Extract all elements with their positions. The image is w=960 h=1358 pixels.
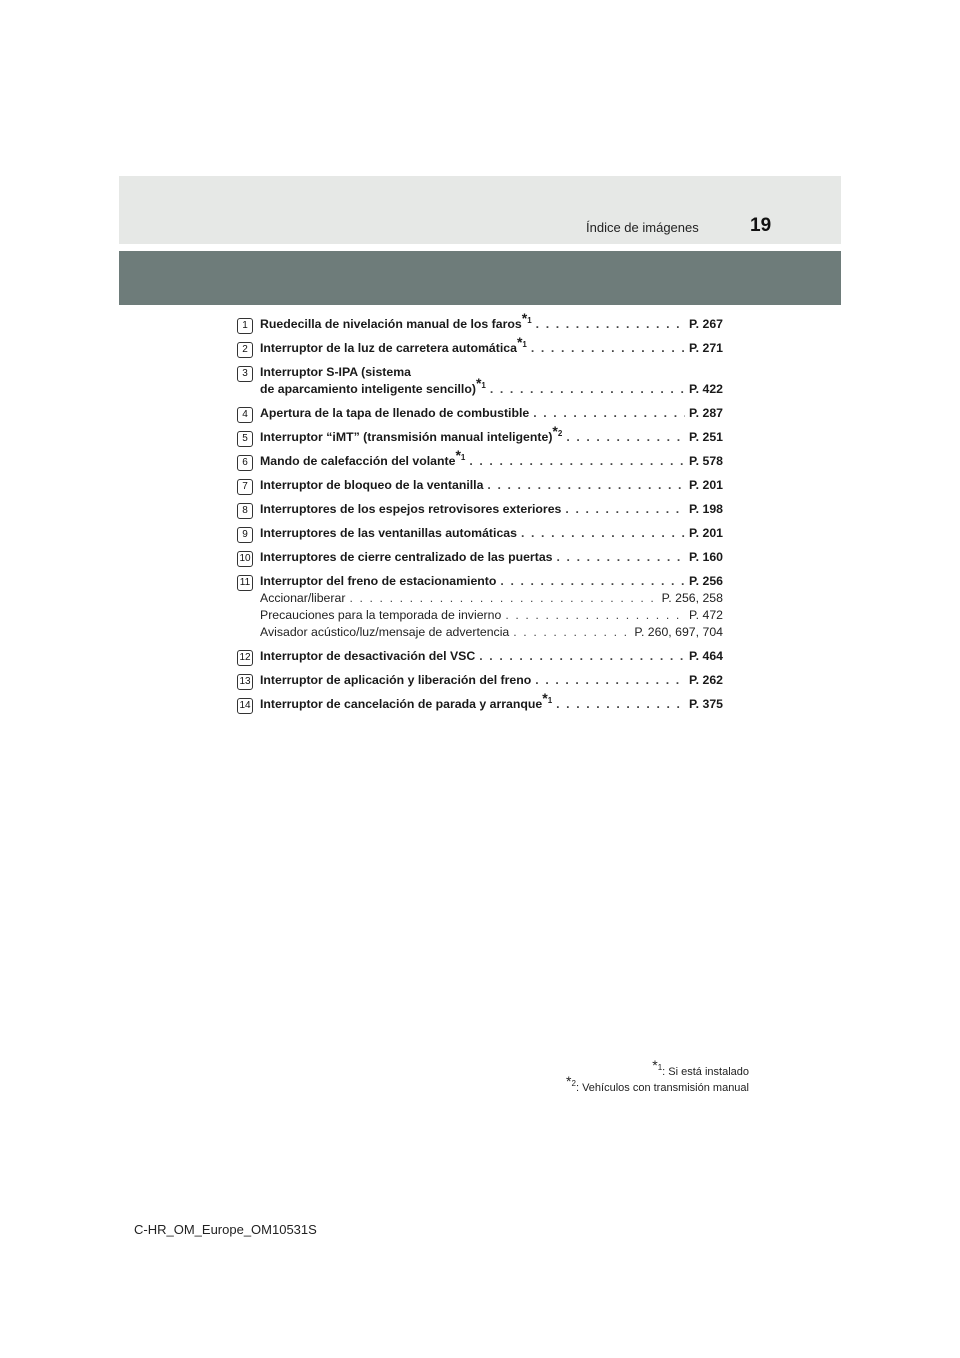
page-reference[interactable]: P. 287 — [689, 406, 723, 420]
item-number-badge: 13 — [237, 674, 253, 690]
asterisk-icon: * — [652, 1057, 658, 1073]
page-reference[interactable]: P. 201 — [689, 478, 723, 492]
item-number-badge: 7 — [237, 479, 253, 495]
item-label-text: Interruptores de los espejos retrovisores exteriores — [260, 502, 562, 516]
page-reference[interactable]: P. 251 — [689, 430, 723, 444]
item-number-badge: 9 — [237, 527, 253, 543]
page-reference[interactable]: P. 578 — [689, 454, 723, 468]
page-reference[interactable]: P. 422 — [689, 382, 723, 396]
footnote-text: : Vehículos con transmisión manual — [575, 1082, 749, 1094]
page-number: 19 — [750, 215, 772, 236]
footnote-mark — [542, 690, 553, 706]
item-row — [260, 648, 723, 665]
asterisk-icon: * — [542, 690, 548, 706]
item-row — [260, 549, 723, 566]
item-label — [260, 447, 466, 470]
item-label-text: Apertura de la tapa de llenado de combustible — [260, 406, 530, 420]
list-item — [237, 672, 723, 689]
footnote-mark — [516, 334, 527, 350]
document-code: C-HR_OM_Europe_OM10531S — [134, 1222, 317, 1237]
item-label-text: Ruedecilla de nivelación manual de los faros — [260, 317, 522, 331]
item-label — [260, 334, 527, 357]
item-number-badge: 1 — [237, 318, 253, 334]
page-reference[interactable]: P. 201 — [689, 526, 723, 540]
footnote — [566, 1057, 749, 1080]
footnote-mark-number: 2 — [571, 1079, 576, 1088]
sub-item-label: Precauciones para la temporada de invierno — [260, 608, 502, 622]
list-item — [237, 310, 723, 333]
leader-dots — [557, 549, 686, 566]
page-reference[interactable]: P. 267 — [689, 317, 723, 331]
leader-dots — [349, 590, 657, 607]
footnote-mark-number: 1 — [481, 381, 486, 390]
item-row — [260, 334, 723, 357]
item-number-badge: 3 — [237, 366, 253, 382]
item-number-badge: 11 — [237, 575, 253, 591]
item-label — [260, 573, 496, 590]
sub-item-row — [260, 607, 723, 624]
list-item — [237, 334, 723, 357]
item-row — [260, 447, 723, 470]
item-label: Interruptor S-IPA (sistema — [260, 365, 412, 379]
item-row — [260, 672, 723, 689]
sub-item-row — [260, 624, 723, 641]
item-label-text: Interruptor de cancelación de parada y arranque — [260, 697, 543, 711]
item-row — [260, 501, 723, 518]
item-row — [260, 525, 723, 542]
item-label — [260, 549, 553, 566]
header-band — [119, 176, 841, 244]
item-label-text: Interruptor de desactivación del VSC — [260, 649, 476, 663]
item-number-badge: 10 — [237, 551, 253, 567]
item-label — [260, 525, 517, 542]
page-reference[interactable]: P. 160 — [689, 550, 723, 564]
item-label-text: Mando de calefacción del volante — [260, 454, 456, 468]
page-reference[interactable]: P. 198 — [689, 502, 723, 516]
item-label — [260, 423, 563, 446]
picture-index-list — [237, 310, 723, 720]
item-label-text: Interruptores de cierre centralizado de las puertas — [260, 550, 553, 564]
item-label-text: de aparcamiento inteligente sencillo) — [260, 382, 476, 396]
asterisk-icon: * — [521, 310, 528, 326]
item-label — [260, 310, 532, 333]
item-label — [260, 375, 486, 398]
footnote-mark — [455, 447, 466, 463]
list-item — [237, 690, 723, 713]
item-label-text: Interruptores de las ventanillas automáticas — [260, 526, 517, 540]
page-reference[interactable]: P. 262 — [689, 673, 723, 687]
leader-dots — [565, 501, 685, 518]
leader-dots — [521, 525, 685, 542]
item-label-text: Interruptor del freno de estacionamiento — [260, 574, 497, 588]
item-row — [260, 573, 723, 590]
list-item — [237, 648, 723, 665]
list-item — [237, 501, 723, 518]
item-number-badge: 8 — [237, 503, 253, 519]
leader-dots — [490, 381, 685, 398]
item-label — [260, 690, 553, 713]
footnote-mark-number: 1 — [527, 316, 532, 325]
list-item — [237, 477, 723, 494]
section-title: Índice de imágenes — [586, 220, 699, 235]
item-number-badge: 6 — [237, 455, 253, 471]
page-reference[interactable]: P. 260, 697, 704 — [634, 625, 723, 639]
leader-dots — [531, 340, 685, 357]
item-row — [260, 405, 723, 422]
item-label-text: Interruptor de bloqueo de la ventanilla — [260, 478, 484, 492]
footnote-mark-number: 2 — [557, 429, 563, 438]
list-item — [237, 405, 723, 422]
leader-dots — [566, 429, 685, 446]
footnote-mark — [521, 310, 532, 326]
leader-dots — [556, 696, 685, 713]
item-label — [260, 477, 483, 494]
leader-dots — [479, 648, 685, 665]
page-reference[interactable]: P. 256, 258 — [661, 591, 723, 605]
item-label-text: Interruptor “iMT” (transmisión manual inteligente) — [260, 430, 553, 444]
item-label — [260, 501, 561, 518]
asterisk-icon: * — [475, 375, 482, 391]
leader-dots — [513, 624, 630, 641]
list-item — [237, 423, 723, 446]
page-reference[interactable]: P. 472 — [689, 608, 723, 622]
asterisk-icon: * — [455, 447, 461, 463]
footnote-mark — [652, 1057, 663, 1073]
list-item — [237, 549, 723, 566]
sub-item-row — [260, 590, 723, 607]
item-row — [260, 423, 723, 446]
leader-dots — [487, 477, 685, 494]
sub-item-label: Accionar/liberar — [260, 591, 346, 605]
footnotes — [566, 1057, 749, 1096]
item-label-text: Interruptor de la luz de carretera automática — [260, 341, 517, 355]
item-row — [260, 477, 723, 494]
page-reference[interactable]: P. 464 — [689, 649, 723, 663]
item-number-badge: 5 — [237, 431, 253, 447]
leader-dots — [500, 573, 685, 590]
footnote-mark-number: 1 — [547, 696, 553, 705]
item-number-badge: 14 — [237, 698, 253, 714]
item-label — [260, 648, 475, 665]
page-reference[interactable]: P. 256 — [689, 574, 723, 588]
footnote-mark-number: 1 — [522, 340, 527, 349]
footnote-mark — [552, 423, 563, 439]
page-reference[interactable]: P. 375 — [689, 697, 723, 711]
item-label-line — [260, 364, 723, 381]
footnote-mark-number: 1 — [657, 1063, 663, 1072]
item-label-text: Interruptor de aplicación y liberación del freno — [260, 673, 532, 687]
item-number-badge: 12 — [237, 650, 253, 666]
item-row — [260, 375, 723, 398]
item-label — [260, 672, 531, 689]
footnote-mark-number: 1 — [460, 453, 466, 462]
footnote — [566, 1073, 749, 1096]
asterisk-icon: * — [516, 334, 523, 350]
item-number-badge: 4 — [237, 407, 253, 423]
footnote-mark — [566, 1073, 576, 1089]
footnote-text: : Si está instalado — [662, 1066, 749, 1078]
asterisk-icon: * — [552, 423, 558, 439]
item-row — [260, 310, 723, 333]
asterisk-icon: * — [566, 1073, 572, 1089]
list-item — [237, 573, 723, 641]
page-reference[interactable]: P. 271 — [689, 341, 723, 355]
sub-item-label: Avisador acústico/luz/mensaje de advertencia — [260, 625, 510, 639]
item-number-badge: 2 — [237, 342, 253, 358]
leader-dots — [536, 316, 685, 333]
list-item — [237, 364, 723, 398]
leader-dots — [469, 453, 685, 470]
item-row — [260, 690, 723, 713]
section-bar — [119, 251, 841, 305]
leader-dots — [533, 405, 685, 422]
list-item — [237, 525, 723, 542]
leader-dots — [535, 672, 685, 689]
list-item — [237, 447, 723, 470]
footnote-mark — [475, 375, 486, 391]
leader-dots — [505, 607, 685, 624]
item-label — [260, 405, 529, 422]
